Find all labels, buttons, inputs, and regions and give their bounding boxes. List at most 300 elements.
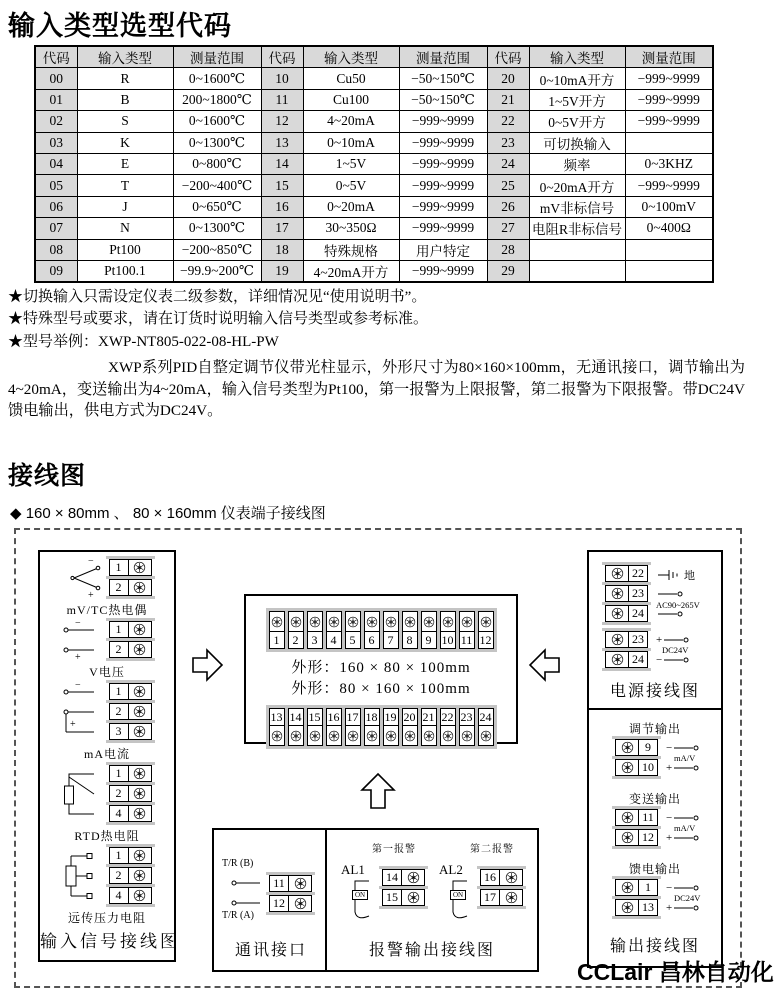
terminal-number: 22 [441, 709, 455, 726]
table-cell: K [77, 132, 173, 153]
terminal-block [106, 844, 155, 907]
screw-icon [423, 616, 435, 628]
table-cell: −999~9999 [399, 260, 487, 282]
table-cell: −999~9999 [399, 175, 487, 196]
terminal-number: 17 [481, 890, 500, 905]
output-groups [589, 714, 721, 930]
table-cell: 0~650℃ [173, 196, 261, 217]
output-group-title: 变送输出 [628, 792, 681, 806]
selection-code-table [34, 45, 714, 283]
terminal-number: 6 [368, 632, 375, 647]
table-cell: 03 [35, 132, 77, 153]
table-cell: 频率 [529, 153, 625, 174]
strip-cell [383, 708, 399, 746]
table-cell: 0~1300℃ [173, 218, 261, 239]
terminal-number: 4 [110, 806, 129, 821]
screw-icon [442, 730, 454, 742]
table-cell: 14 [261, 153, 303, 174]
ground-icon [658, 568, 682, 582]
terminal-number: 11 [270, 876, 289, 891]
table-cell: 0~10mA开方 [529, 68, 625, 89]
screw-icon [404, 616, 416, 628]
input-group [60, 556, 155, 618]
table-cell: −999~9999 [399, 111, 487, 132]
table-cell: 0~800℃ [173, 153, 261, 174]
strip-cell [478, 611, 494, 649]
terminal-row [109, 765, 152, 782]
case-size-line: 外形：160 × 80 × 100mm [291, 660, 471, 676]
table-cell: E [77, 153, 173, 174]
terminal-number: 24 [479, 709, 493, 726]
terminal-number: 24 [628, 652, 647, 667]
table-cell: 特殊规格 [303, 239, 399, 260]
table-cell: −999~9999 [399, 218, 487, 239]
table-cell: 25 [487, 175, 529, 196]
terminal-number: 5 [349, 632, 356, 647]
table-cell: 0~5V [303, 175, 399, 196]
terminal-number: 1 [110, 766, 129, 781]
svg-text:+: + [74, 652, 81, 663]
table-cell: Cu100 [303, 89, 399, 110]
note-line: ★切换输入只需设定仪表二级参数，详细情况见“使用说明书”。 [8, 289, 427, 305]
alarm-name: AL2 [439, 862, 463, 877]
note-line: ★型号举例：XWP-NT805-022-08-HL-PW [8, 333, 279, 350]
strip-cell [440, 708, 456, 746]
terminal-number: 2 [110, 786, 129, 801]
terminal-strip [266, 608, 497, 652]
terminal-number: 23 [628, 632, 647, 647]
table-cell: −99.9~200℃ [173, 260, 261, 282]
input-group-label: mA电流 [83, 747, 130, 761]
terminal-row [109, 703, 152, 720]
strip-cell [421, 708, 437, 746]
voltage-wires-icon [60, 618, 106, 661]
terminal-row [269, 895, 312, 912]
table-cell: 0~20mA开方 [529, 175, 625, 196]
screw-icon [366, 616, 378, 628]
terminal-number: 14 [383, 870, 402, 885]
comm-wire-label-a: T/R (A) [222, 910, 254, 921]
terminal-row [605, 605, 648, 622]
table-header-cell: 代码 [487, 46, 529, 68]
terminal-row [615, 739, 658, 756]
screw-icon [407, 871, 420, 884]
table-cell: 0~100mV [625, 196, 713, 217]
input-group [60, 762, 155, 844]
table-cell: J [77, 196, 173, 217]
wire-icon [674, 904, 700, 912]
terminal-strip [266, 705, 497, 749]
screw-icon [328, 730, 340, 742]
table-cell: 27 [487, 218, 529, 239]
output-group: 馈电输出 1 13 − DC24V + [594, 860, 716, 924]
table-cell [625, 239, 713, 260]
case-size-lines [246, 658, 516, 700]
terminal-strip-bottom [246, 705, 516, 749]
terminal-row [615, 899, 658, 916]
table-row [35, 89, 713, 110]
screw-icon [309, 730, 321, 742]
terminal-number: 18 [365, 709, 379, 726]
table-row [35, 196, 713, 217]
terminal-number: 22 [628, 566, 647, 581]
terminal-number: 12 [479, 632, 492, 647]
wire-icon [674, 814, 700, 822]
table-cell: 01 [35, 89, 77, 110]
strip-cell [402, 611, 418, 649]
table-cell: 用户特定 [399, 239, 487, 260]
terminal-row [109, 723, 152, 740]
table-cell: 07 [35, 218, 77, 239]
table-cell: −999~9999 [399, 153, 487, 174]
table-row [35, 175, 713, 196]
strip-cell [383, 611, 399, 649]
table-row [35, 68, 713, 89]
screw-icon [271, 730, 283, 742]
table-cell: 22 [487, 111, 529, 132]
table-cell: −50~150℃ [399, 68, 487, 89]
terminal-row [109, 641, 152, 658]
terminal-row [382, 889, 425, 906]
alarm-on-label: ON [450, 890, 466, 900]
strip-cell [307, 611, 323, 649]
screw-icon [133, 869, 146, 882]
terminal-number: 12 [270, 896, 289, 911]
terminal-number: 10 [441, 632, 454, 647]
screw-icon [133, 685, 146, 698]
screw-icon [133, 787, 146, 800]
table-cell: −999~9999 [625, 68, 713, 89]
screw-icon [621, 881, 634, 894]
terminal-number: 17 [346, 709, 360, 726]
terminal-row [109, 785, 152, 802]
screw-icon [347, 730, 359, 742]
page-title: 输入类型选型代码 [8, 11, 232, 41]
terminal-number: 20 [403, 709, 417, 726]
terminal-row [109, 887, 152, 904]
strip-cell [459, 708, 475, 746]
svg-text:+: + [69, 719, 76, 730]
model-example-paragraph: XWP系列PID自整定调节仪带光柱显示，外形尺寸为80×160×100mm，无通讯接口，调节输出为4~20mA，变送输出为4~20mA，输入信号类型为Pt100，第一报警为上限报警，第二报警为下限报警。带DC24V馈电输出，供电方式为DC24V。 [8, 359, 746, 419]
screw-icon [133, 643, 146, 656]
strip-cell [345, 611, 361, 649]
table-row [35, 111, 713, 132]
table-cell: 19 [261, 260, 303, 282]
wire-icon [674, 764, 700, 772]
terminal-block [602, 562, 651, 625]
terminal-block [612, 806, 661, 849]
terminal-row [615, 759, 658, 776]
input-group [60, 618, 155, 680]
terminal-number: 11 [460, 632, 473, 647]
table-row [35, 239, 713, 260]
table-cell: T [77, 175, 173, 196]
table-cell: −999~9999 [399, 196, 487, 217]
terminal-row [480, 889, 523, 906]
screw-icon [133, 849, 146, 862]
table-row [35, 260, 713, 282]
table-cell: 4~20mA [303, 111, 399, 132]
screw-icon [611, 567, 624, 580]
screw-icon [611, 587, 624, 600]
terminal-number: 23 [628, 586, 647, 601]
table-cell: 0~1600℃ [173, 111, 261, 132]
screw-icon [480, 730, 492, 742]
table-cell: 21 [487, 89, 529, 110]
table-cell [625, 132, 713, 153]
terminal-number: 2 [110, 580, 129, 595]
table-cell: 0~400Ω [625, 218, 713, 239]
input-group-label: RTD热电阻 [74, 829, 140, 843]
input-group-label: V电压 [89, 665, 125, 679]
terminal-number: 13 [270, 709, 284, 726]
terminal-number: 12 [638, 830, 657, 845]
table-row [35, 132, 713, 153]
terminal-row [109, 621, 152, 638]
terminal-number: 1 [110, 684, 129, 699]
screw-icon [423, 730, 435, 742]
terminal-number: 11 [638, 810, 657, 825]
power-groups [589, 558, 721, 675]
terminal-number: 13 [638, 900, 657, 915]
screw-icon [404, 730, 416, 742]
table-cell: 10 [261, 68, 303, 89]
table-cell: 11 [261, 89, 303, 110]
terminal-row [109, 847, 152, 864]
table-cell: −200~400℃ [173, 175, 261, 196]
current-wires-icon [60, 680, 106, 743]
table-cell: 28 [487, 239, 529, 260]
terminal-row [109, 579, 152, 596]
terminal-row [109, 805, 152, 822]
terminal-number: 9 [638, 740, 657, 755]
table-cell: 4~20mA开方 [303, 260, 399, 282]
terminal-number: 19 [384, 709, 398, 726]
terminal-number: 10 [638, 760, 657, 775]
table-cell: 18 [261, 239, 303, 260]
table-cell: 00 [35, 68, 77, 89]
terminal-row [615, 809, 658, 826]
terminal-number: 9 [425, 632, 432, 647]
table-header-cell: 测量范围 [625, 46, 713, 68]
screw-icon [328, 616, 340, 628]
wire-icon [230, 899, 260, 907]
strip-cell [326, 611, 342, 649]
table-cell: 1~5V [303, 153, 399, 174]
terminal-number: 1 [273, 632, 280, 647]
wire-icon [664, 656, 690, 664]
input-group-label: 远传压力电阻 [67, 911, 146, 925]
screw-icon [366, 730, 378, 742]
table-cell: 电阻R非标信号 [529, 218, 625, 239]
terminal-number: 1 [110, 622, 129, 637]
table-cell: B [77, 89, 173, 110]
terminal-block [379, 866, 428, 909]
table-cell: 0~3KHZ [625, 153, 713, 174]
table-cell: 12 [261, 111, 303, 132]
table-cell: −999~9999 [625, 175, 713, 196]
wiring-subtitle: ◆ 160 × 80mm 、 80 × 160mm 仪表端子接线图 [10, 505, 326, 522]
strip-cell [326, 708, 342, 746]
screw-icon [290, 616, 302, 628]
svg-text:−: − [74, 618, 81, 629]
alarm-unit [341, 840, 433, 936]
table-cell: 0~20mA [303, 196, 399, 217]
wire-icon [658, 590, 684, 598]
comm-box-label: 通讯接口 [234, 942, 307, 959]
screw-icon [309, 616, 321, 628]
table-cell: Pt100 [77, 239, 173, 260]
screw-icon [347, 616, 359, 628]
screw-icon [461, 730, 473, 742]
screw-icon [621, 741, 634, 754]
strip-cell [364, 611, 380, 649]
table-cell [529, 239, 625, 260]
strip-cell [345, 708, 361, 746]
input-group [60, 680, 155, 762]
table-cell: 17 [261, 218, 303, 239]
screw-icon [133, 705, 146, 718]
table-header-row [35, 46, 713, 68]
terminal-block [266, 872, 315, 915]
svg-text:−: − [74, 680, 81, 691]
rtd-resistor-icon [60, 762, 106, 825]
table-cell: 16 [261, 196, 303, 217]
table-cell: 20 [487, 68, 529, 89]
table-header-cell: 测量范围 [173, 46, 261, 68]
output-group-title: 馈电输出 [628, 862, 681, 876]
input-groups [40, 556, 174, 925]
table-header-cell: 输入类型 [529, 46, 625, 68]
terminal-row [615, 829, 658, 846]
screw-icon [621, 811, 634, 824]
thermocouple-icon [60, 556, 106, 599]
screw-icon [442, 616, 454, 628]
output-group: 变送输出 11 12 − mA/V + [594, 790, 716, 854]
terminal-number: 15 [308, 709, 322, 726]
table-cell: 02 [35, 111, 77, 132]
terminal-block [477, 866, 526, 909]
note-line: ★特殊型号或要求，请在订货时说明输入信号类型或参考标准。 [8, 311, 429, 328]
terminal-number: 21 [422, 709, 436, 726]
terminal-number: 15 [383, 890, 402, 905]
wire-icon [664, 636, 690, 644]
arrow-up-icon [360, 773, 396, 809]
table-cell [625, 260, 713, 282]
terminal-number: 16 [481, 870, 500, 885]
terminal-block [602, 628, 651, 671]
terminal-number: 24 [628, 606, 647, 621]
terminal-number: 14 [289, 709, 303, 726]
terminal-number: 23 [460, 709, 474, 726]
strip-cell [269, 611, 285, 649]
table-header-cell: 输入类型 [303, 46, 399, 68]
alarm-name: AL1 [341, 862, 365, 877]
terminal-block [106, 762, 155, 825]
strip-cell [421, 611, 437, 649]
power-panel-label: 电源接线图 [609, 683, 700, 700]
terminal-number: 1 [110, 560, 129, 575]
alarm-title: 第一报警 [372, 844, 416, 855]
screw-icon [611, 633, 624, 646]
terminal-block [106, 618, 155, 661]
table-cell: mV非标信号 [529, 196, 625, 217]
strip-cell [402, 708, 418, 746]
terminal-row [605, 565, 648, 582]
table-cell: 0~1300℃ [173, 132, 261, 153]
screw-icon [271, 616, 283, 628]
strip-cell [440, 611, 456, 649]
table-cell: 24 [487, 153, 529, 174]
screw-icon [133, 561, 146, 574]
table-cell: 30~350Ω [303, 218, 399, 239]
strip-cell [288, 708, 304, 746]
terminal-row [382, 869, 425, 886]
screw-icon [294, 897, 307, 910]
table-cell: 29 [487, 260, 529, 282]
terminal-block [612, 736, 661, 779]
terminal-strip-top [246, 608, 516, 652]
terminal-row [615, 879, 658, 896]
alarm-switch-icon [447, 878, 471, 922]
input-group [60, 844, 155, 926]
terminal-number: 8 [406, 632, 413, 647]
table-cell: 0~1600℃ [173, 68, 261, 89]
screw-icon [294, 877, 307, 890]
table-cell: 200~1800℃ [173, 89, 261, 110]
terminal-number: 4 [330, 632, 337, 647]
table-cell: 09 [35, 260, 77, 282]
dc-label: DC24V [662, 645, 689, 656]
table-cell: −999~9999 [399, 132, 487, 153]
strip-cell [364, 708, 380, 746]
screw-icon [385, 616, 397, 628]
terminal-strip-box [244, 594, 518, 744]
power-wiring-panel [587, 550, 723, 713]
output-signal-label: mA/V [674, 753, 696, 763]
terminal-block [612, 876, 661, 919]
screw-icon [385, 730, 397, 742]
svg-text:+: + [87, 590, 94, 601]
svg-text:−: − [87, 556, 94, 567]
terminal-block [106, 556, 155, 599]
screw-icon [133, 623, 146, 636]
wire-icon [658, 610, 684, 618]
alarm-unit [439, 840, 531, 936]
output-wiring-panel [587, 708, 723, 968]
input-panel-label: 输入信号接线图 [40, 932, 180, 951]
watermark: CCLair 昌林自动化 [577, 959, 774, 985]
strip-cell [307, 708, 323, 746]
table-cell: R [77, 68, 173, 89]
strip-cell [269, 708, 285, 746]
comm-interface-box [212, 828, 330, 972]
wire-icon [674, 834, 700, 842]
arrow-right-icon [192, 648, 224, 682]
screw-icon [461, 616, 473, 628]
terminal-number: 2 [110, 642, 129, 657]
wiring-section-heading: 接线图 [8, 462, 87, 490]
table-cell: −999~9999 [625, 89, 713, 110]
table-cell [529, 260, 625, 282]
terminal-number: 2 [110, 868, 129, 883]
ground-label: 地 [684, 569, 695, 582]
table-cell: 15 [261, 175, 303, 196]
table-cell: 可切换输入 [529, 132, 625, 153]
wiring-diagram [14, 528, 774, 988]
terminal-row [605, 651, 648, 668]
terminal-number: 3 [311, 632, 318, 647]
